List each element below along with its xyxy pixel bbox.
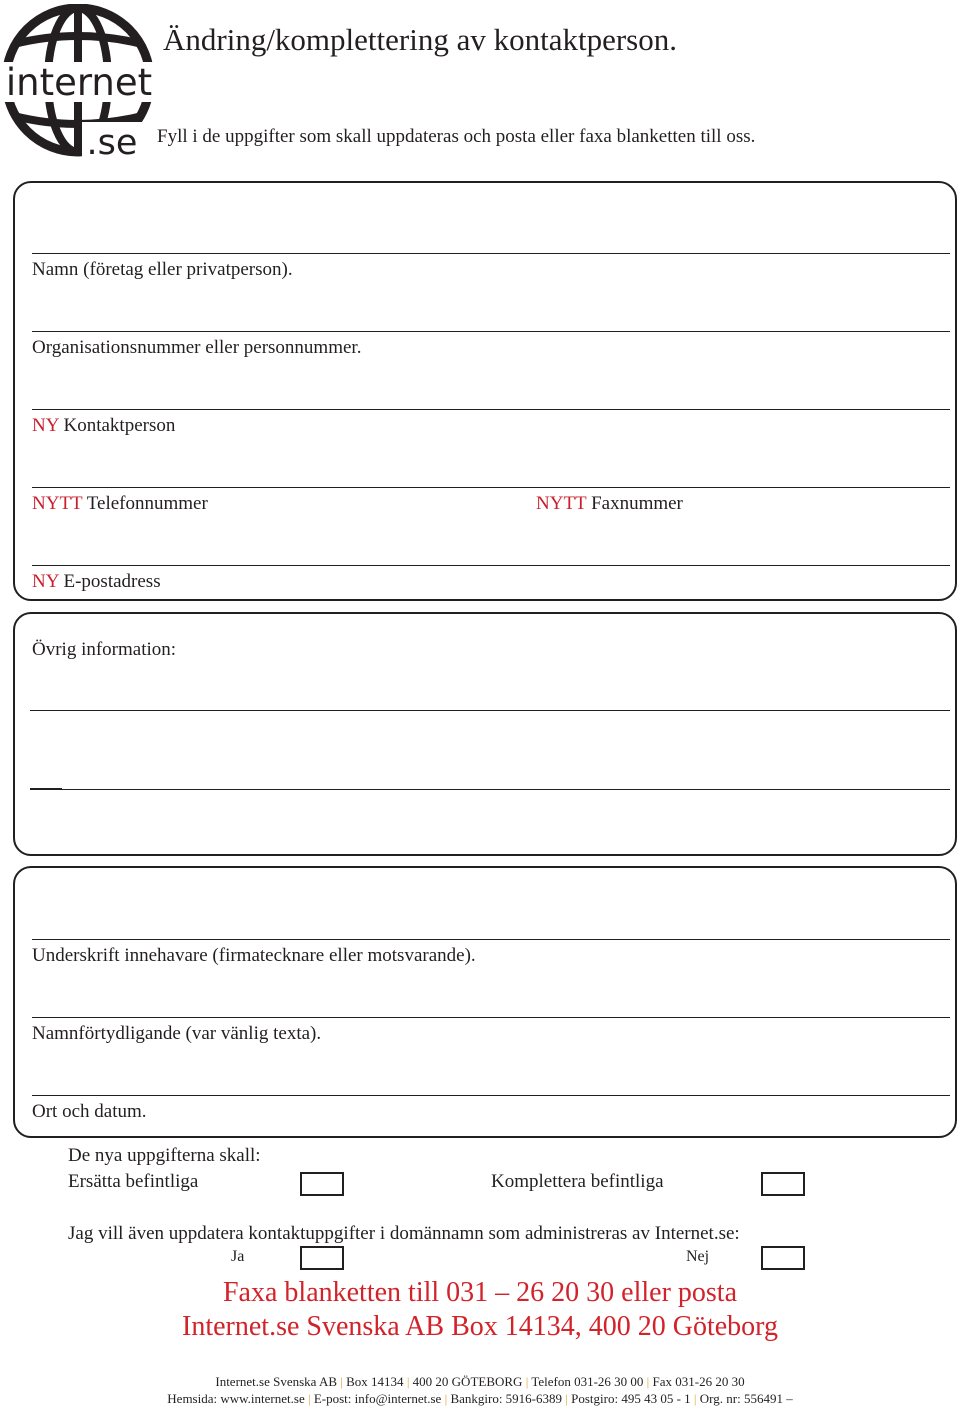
- other-info-line-2-mark: [30, 788, 62, 789]
- other-info-line-2[interactable]: [30, 789, 950, 790]
- company-name-label: Namn (företag eller privatperson).: [32, 259, 293, 280]
- signature-label: Underskrift innehavare (firmatecknare eller motsvarande).: [32, 945, 476, 966]
- company-name-line[interactable]: [32, 253, 950, 254]
- orgnr-label: Organisationsnummer eller personnummer.: [32, 337, 362, 358]
- phone-text: Telefonnummer: [86, 493, 208, 514]
- footer-phone: Telefon 031-26 30 00: [531, 1374, 644, 1389]
- footer-fax: Fax 031-26 20 30: [652, 1374, 745, 1389]
- footer-orgnr: Org. nr: 556491 –: [699, 1391, 793, 1406]
- footer-company: Internet.se Svenska AB: [215, 1374, 338, 1389]
- replace-checkbox[interactable]: [300, 1172, 344, 1196]
- place-date-line[interactable]: [32, 1095, 950, 1096]
- no-checkbox[interactable]: [761, 1246, 805, 1270]
- contact-person-label: [32, 414, 175, 438]
- signature-line[interactable]: [32, 939, 950, 940]
- email-label: [32, 570, 161, 594]
- footer-line-1: Internet.se Svenska AB | Box 14134 | 400 20 GÖTEBORG | Telefon 031-26 30 00 | Fax 031-26 20 30: [215, 1374, 745, 1389]
- yes-label: Ja: [231, 1248, 245, 1265]
- contact-details-section: [13, 181, 957, 601]
- phone-prefix: NYTT: [32, 493, 83, 514]
- logo-text: internet: [5, 61, 153, 104]
- internet-se-logo: [0, 4, 158, 158]
- fax-text: Faxnummer: [591, 493, 683, 514]
- signature-section: [13, 866, 957, 1138]
- complete-label: Komplettera befintliga: [491, 1171, 664, 1192]
- footer-email[interactable]: E-post: info@internet.se: [313, 1391, 442, 1406]
- fax-instructions: Faxa blanketten till 031 – 26 20 30 eller posta: [222, 1277, 737, 1308]
- contact-person-line[interactable]: [32, 409, 950, 410]
- contact-person-prefix: NY: [32, 415, 59, 436]
- name-clarification-line[interactable]: [32, 1017, 950, 1018]
- footer-bankgiro: Bankgiro: 5916-6389: [450, 1391, 563, 1406]
- footer-website[interactable]: Hemsida: www.internet.se: [167, 1391, 305, 1406]
- replace-label: Ersätta befintliga: [68, 1171, 199, 1192]
- email-line[interactable]: [32, 565, 950, 566]
- footer-address: 400 20 GÖTEBORG: [412, 1374, 523, 1389]
- footer-line-2: Hemsida: www.internet.se | E-post: info@internet.se | Bankgiro: 5916-6389 | Postgiro: 495 43 05 - 1 | Org. nr: 556491 –: [167, 1391, 793, 1406]
- place-date-label: Ort och datum.: [32, 1101, 147, 1122]
- logo-tld: .se: [86, 123, 138, 158]
- phone-label: [32, 492, 208, 516]
- no-label: Nej: [686, 1248, 710, 1265]
- orgnr-line[interactable]: [32, 331, 950, 332]
- complete-checkbox[interactable]: [761, 1172, 805, 1196]
- fax-prefix: NYTT: [536, 493, 587, 514]
- phone-fax-line[interactable]: [32, 487, 950, 488]
- postal-address: Internet.se Svenska AB Box 14134, 400 20 Göteborg: [182, 1311, 778, 1342]
- page-title: Ändring/komplettering av kontaktperson.: [163, 22, 677, 57]
- contact-person-text: Kontaktperson: [63, 415, 176, 436]
- globe-icon: [0, 4, 158, 158]
- update-mode-intro: De nya uppgifterna skall:: [68, 1145, 261, 1166]
- other-info-line-1[interactable]: [30, 710, 950, 711]
- email-text: E-postadress: [63, 571, 161, 592]
- other-info-label: Övrig information:: [32, 639, 177, 660]
- yes-checkbox[interactable]: [300, 1246, 344, 1270]
- instructions-text: Fyll i de uppgifter som skall uppdateras och posta eller faxa blanketten till oss.: [157, 126, 756, 147]
- domains-question: Jag vill även uppdatera kontaktuppgifter i domännamn som administreras av Internet.se:: [68, 1223, 740, 1244]
- footer-postgiro: Postgiro: 495 43 05 - 1: [571, 1391, 691, 1406]
- email-prefix: NY: [32, 571, 59, 592]
- name-clarification-label: Namnförtydligande (var vänlig texta).: [32, 1023, 322, 1044]
- fax-label: [536, 492, 683, 516]
- footer-box: Box 14134: [346, 1374, 404, 1389]
